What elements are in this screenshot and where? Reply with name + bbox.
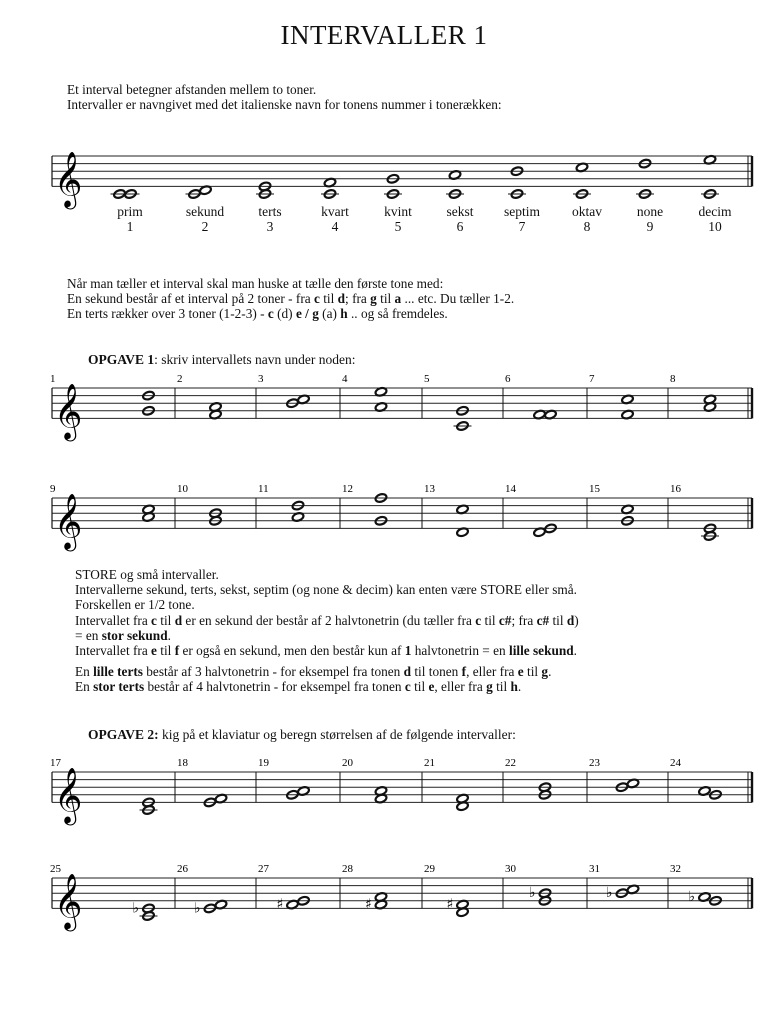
staff-opgave1-b	[0, 482, 768, 552]
flat-sign: ♭	[529, 885, 536, 902]
measure-number: 28	[342, 863, 353, 875]
store-line-1: STORE og små intervaller.	[75, 567, 219, 582]
measure-number: 19	[258, 757, 269, 769]
interval-name: decim	[698, 204, 732, 219]
interval-label-terts	[235, 204, 305, 234]
counting-line-2: En sekund består af et interval på 2 toner - fra c til d; fra g til a ... etc. Du tæller 1-2.	[67, 291, 515, 307]
interval-label-kvint	[363, 204, 433, 234]
measure-number: 16	[670, 483, 681, 495]
store-line-4: Intervallet fra c til d er en sekund der består af 2 halvtonetrin (du tæller fra c til c#; fra c# til d)	[75, 612, 579, 628]
measure-number: 6	[505, 373, 511, 385]
measure-number: 24	[670, 757, 681, 769]
flat-sign: ♭	[688, 889, 696, 905]
store-line-6: Intervallet fra e til f er også en sekund, men den består kun af 1 halvtonetrin = en lille sekund.	[75, 643, 577, 659]
opgave2-heading: OPGAVE 2: kig på et klaviatur og beregn størrelsen af de følgende intervaller:	[88, 727, 516, 742]
interval-number: 1	[126, 219, 134, 234]
measure-number: 26	[177, 863, 188, 875]
flat-sign: ♭	[132, 900, 140, 917]
sharp-sign: ♯	[365, 896, 372, 913]
interval-name: none	[636, 204, 664, 219]
measure-number: 18	[177, 757, 188, 769]
measure-number: 10	[177, 483, 188, 495]
treble-clef-icon: 𝄞	[54, 383, 83, 440]
interval-number: 10	[708, 219, 722, 234]
store-line-2: Intervallerne sekund, terts, sekst, septim (og none & decim) kan enten være STORE eller små.	[75, 582, 577, 598]
measure-number: 21	[424, 757, 435, 769]
interval-label-sekund	[170, 204, 240, 234]
intro-text	[67, 82, 502, 112]
interval-name: septim	[504, 204, 540, 219]
measure-number: 25	[50, 863, 61, 875]
measure-number: 17	[50, 757, 61, 769]
interval-number: 4	[331, 219, 339, 234]
interval-name: kvart	[321, 204, 349, 219]
interval-name: oktav	[572, 204, 602, 219]
interval-name: prim	[117, 204, 143, 219]
measure-number: 4	[342, 373, 348, 385]
interval-label-oktav	[552, 204, 622, 234]
measure-number: 32	[670, 863, 681, 875]
interval-label-decim	[680, 204, 750, 234]
staff-intervals	[0, 140, 768, 210]
counting-line-1: Når man tæller et interval skal man huske at tælle den første tone med:	[67, 276, 444, 291]
interval-label-prim	[95, 204, 165, 234]
interval-label-sekst	[425, 204, 495, 234]
measure-number: 15	[589, 483, 600, 495]
measure-number: 27	[258, 863, 269, 875]
treble-clef-icon: 𝄞	[54, 493, 83, 550]
page-title: INTERVALLER 1	[280, 20, 488, 50]
interval-number: 6	[456, 219, 464, 234]
measure-number: 13	[424, 483, 435, 495]
store-line-3: Forskellen er 1/2 tone.	[75, 597, 195, 613]
store-line-7: En lille terts består af 3 halvtonetrin - for eksempel fra tonen d til tonen f, eller fra e til g.	[75, 664, 552, 680]
treble-clef-icon: 𝄞	[54, 873, 83, 930]
interval-number: 7	[518, 219, 526, 234]
measure-number: 1	[50, 373, 56, 385]
staff-opgave2-b	[0, 862, 768, 932]
flat-sign: ♭	[194, 900, 201, 917]
measure-number: 3	[258, 373, 264, 385]
staff-opgave1-a	[0, 372, 768, 442]
sharp-sign: ♯	[276, 896, 284, 913]
intro-line-2: Intervaller er navngivet med det italienske navn for tonens nummer i tonerækken:	[67, 97, 502, 113]
interval-number: 8	[583, 219, 591, 234]
interval-label-kvart	[300, 204, 370, 234]
measure-number: 30	[505, 863, 516, 875]
interval-label-septim	[487, 204, 557, 234]
measure-number: 23	[589, 757, 600, 769]
flat-sign: ♭	[606, 885, 613, 902]
interval-name: sekst	[446, 204, 474, 219]
interval-number: 5	[394, 219, 402, 234]
measure-number: 5	[424, 373, 430, 385]
measure-number: 12	[342, 483, 353, 495]
store-text	[75, 567, 579, 695]
measure-number: 8	[670, 373, 676, 385]
measure-number: 14	[505, 483, 516, 495]
measure-number: 22	[505, 757, 516, 769]
treble-clef-icon: 𝄞	[54, 767, 83, 824]
treble-clef-icon: 𝄞	[54, 151, 83, 208]
measure-number: 31	[589, 863, 600, 875]
measure-number: 9	[50, 483, 56, 495]
staff-opgave2-a	[0, 756, 768, 826]
interval-name: sekund	[185, 204, 225, 219]
interval-number: 3	[266, 219, 274, 234]
measure-number: 20	[342, 757, 353, 769]
interval-number: 9	[646, 219, 654, 234]
interval-name: kvint	[384, 204, 412, 219]
interval-label-none	[615, 204, 685, 234]
interval-number: 2	[201, 219, 209, 234]
interval-name: terts	[258, 204, 282, 219]
measure-number: 2	[177, 373, 183, 385]
store-line-8: En stor terts består af 4 halvtonetrin - for eksempel fra tonen c til e, eller fra g til h.	[75, 679, 522, 695]
store-line-5: = en stor sekund.	[75, 627, 171, 643]
measure-number: 29	[424, 863, 435, 875]
counting-text	[67, 276, 514, 322]
measure-number: 7	[589, 373, 595, 385]
sharp-sign: ♯	[446, 896, 454, 913]
intro-line-1: Et interval betegner afstanden mellem to toner.	[67, 82, 317, 97]
opgave1-heading: OPGAVE 1: skriv intervallets navn under noden:	[88, 352, 356, 367]
counting-line-3: En terts rækker over 3 toner (1-2-3) - c (d) e / g (a) h .. og så fremdeles.	[67, 306, 448, 322]
measure-number: 11	[258, 483, 269, 495]
